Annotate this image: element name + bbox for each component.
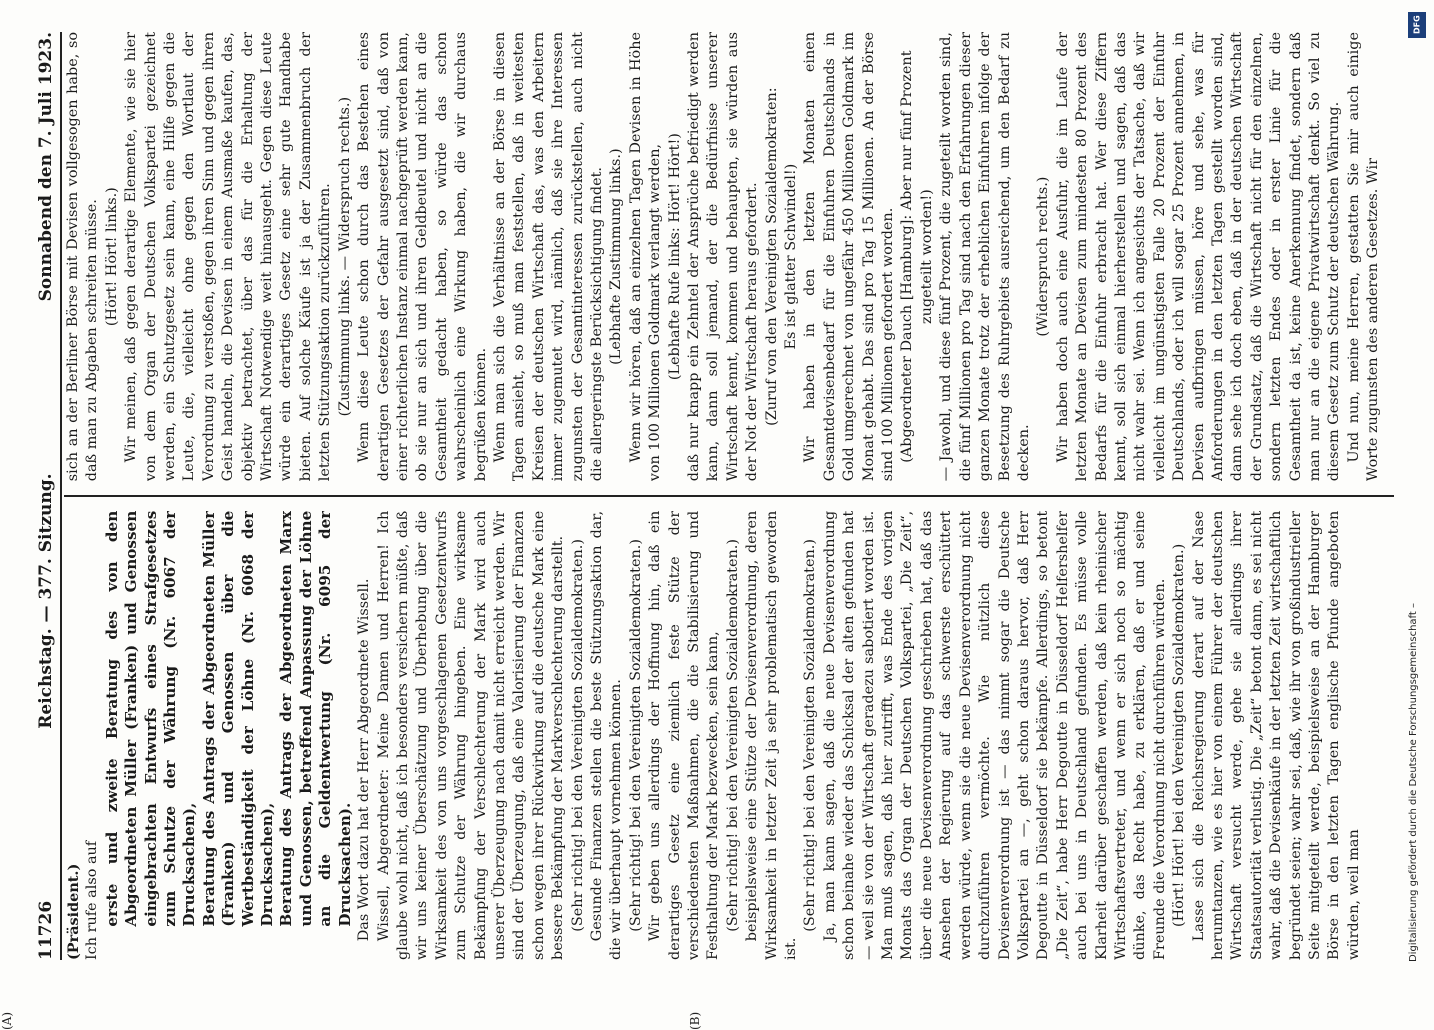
paragraph: Gesunde Finanzen stellen die beste Stützungsaktion dar, die wir überhaupt vornehmen können. [588, 510, 625, 960]
interjection: (Widerspruch rechts.) [1035, 176, 1052, 337]
margin-marker-b: (B) [688, 1011, 702, 1030]
paragraph: Lasse sich die Reichsregierung derart auf der Nase herumtanzen, wie es hier von einem Führer der deutschen Wirtschaft versucht werde, gehe sie allerdings ihrer Staatsautorität verlustig. Die „Zeit“ betont dann, es sei nicht wahr, daß die Devisenkäufe in der letzten Zeit wirtschaftlich begründet seien; wahr sei, daß, wie ihr von großindustrieller Seite mitgeteilt werde, beispielsweise an der Hamburger Börse in den letzten Tagen englische Pfunde angeboten würden, weil man [1190, 510, 1362, 960]
interjection: (Zustimmung links. — Widerspruch rechts.) [336, 96, 353, 417]
interjection: (Abgeordneter Dauch [Hamburg]: Aber nur fünf Prozent zugeteilt worden!) [899, 50, 935, 463]
digitization-credit [1406, 8, 1430, 992]
paragraph: Und nun, meine Herren, gestatten Sie mir auch einige Worte zugunsten des anderen Gesetzes. Wir [1345, 32, 1382, 482]
interjection: (Lebhafte Zustimmung links.) [608, 148, 625, 365]
left-column [64, 511, 1394, 960]
paragraph: Wenn man sich die Verhältnisse an der Börse in diesen Tagen ansieht, so muß man feststellen, daß in weitesten Kreisen der deutschen Wirtschaft das, was den Arbeitern immer zugemutet wird, nämlich, daß sie ihre Interessen zugunsten der Gesamtinteressen zurückstellen, auch nicht die allergeringste Berücksichtigung findet. [491, 32, 605, 482]
interjection: (Hört! Hört! links.) [103, 187, 120, 327]
paragraph: Wenn wir hören, daß an einzelnen Tagen Devisen in Höhe von 100 Millionen Goldmark verlangt werden, [627, 32, 664, 482]
paragraph: Wir haben doch auch eine Ausfuhr, die im Laufe der letzten Monate an Devisen zum mindesten 80 Prozent des Bedarfs für die Einfuhr erbracht hat. Wer diese Ziffern kennt, soll sich einmal hierherstellen und sagen, daß das nicht wahr sei. Wenn ich angesichts der Tatsache, daß wir vielleicht im ungünstigsten Falle 20 Prozent der Einfuhr Deutschlands, oder ich will sogar 25 Prozent annehmen, in Devisen aufbringen müssen, höre und sehe, was für Anforderungen in den letzten Tagen gestellt worden sind, dann sehe ich doch eben, daß in der deutschen Wirtschaft der Grundsatz, daß die Wirtschaft nicht für den einzelnen, sondern letzten Endes oder in erster Linie für die Gesamtheit da ist, keine Anerkennung findet, sondern daß man nur an die eigene Privatwirtschaft denkt. So viel zu diesem Gesetz zum Schutz der deutschen Währung. [1054, 32, 1343, 482]
paragraph: Wir haben in den letzten Monaten einen Gesamtdevisenbedarf für die Einfuhren Deutschlands in Gold umgerechnet von ungefähr 450 Millionen Goldmark im Monat gehabt. Das sind pro Tag 15 Millionen. An der Börse sind 100 Millionen gefordert worden. [802, 32, 897, 482]
page-number: 11726 [36, 900, 56, 960]
text-columns [64, 32, 1394, 960]
paragraph: Wir meinen, daß gegen derartige Elemente, wie sie hier von dem Organ der Deutschen Volkspartei gezeichnet werden, ein Schutzgesetz sein kann, eine Hilfe gegen die Leute, die, vielleicht ohne gegen den Wortlaut der Verordnung zu verstoßen, gegen ihren Sinn und gegen ihren Geist handeln, die Devisen in einem Ausmaße kaufen, das, objektiv betrachtet, über das für die Erhaltung der Wirtschaft Notwendige weit hinausgeht. Gegen diese Leute würde ein derartiges Gesetz eine sehr gute Handhabe bieten. Auf solche Käufe ist ja der Zusammenbruch der letzten Stützungsaktion zurückzuführen. [123, 32, 334, 482]
interjection: (Sehr richtig! bei den Vereinigten Sozialdemokraten.) [627, 539, 644, 932]
paragraph: — Jawohl, und diese fünf Prozent, die zugeteilt worden sind, die fünf Millionen pro Tag sind nach den Erfahrungen dieser ganzen Monate trotz der erheblichen Einfuhren infolge der Besetzung des Ruhrgebiets ausreichend, um den Bedarf zu decken. [938, 32, 1032, 482]
interjection: (Lebhafte Rufe links: Hört! Hört!) [666, 133, 683, 381]
right-column [64, 32, 1394, 481]
paragraph: sich an der Berliner Börse mit Devisen vollgesogen habe, so daß man zu Abgaben schreiten müsse. [65, 32, 101, 482]
column-divider [64, 495, 1394, 497]
paragraph: beispielsweise eine Stütze der Devisenverordnung, deren Wirksamkeit in letzter Zeit ja sehr problematisch geworden ist. [744, 510, 800, 960]
page-header [22, 32, 62, 960]
credit-text: Digitalisierung gefördert durch die Deutsche Forschungsgemeinschaft – [1408, 602, 1419, 962]
paragraph: Das Wort dazu hat der Herr Abgeordnete Wissell. [356, 578, 373, 942]
paragraph: Wir geben uns allerdings der Hoffnung hin, daß ein derartiges Gesetz eine ziemlich feste Stütze der verschiedensten Maßnahmen, die die Stabilisierung und Festhaltung der Mark bezwecken, sein kann, [647, 510, 722, 960]
paragraph: erste und zweite Beratung des von den Abgeordneten Müller (Franken) und Genossen eingebrachten Entwurfs eines Strafgesetzes zum Schutze der Währung (Nr. 6067 der Drucksachen), [102, 510, 199, 927]
margin-marker-a: (A) [0, 1011, 14, 1030]
paragraph: Ich rufe also auf [84, 840, 101, 960]
paragraph: Beratung des Antrags der Abgeordneten Marx und Genossen, betreffend Anpassung der Löhne an die Geldentwertung (Nr. 6095 der Drucksachen). [277, 510, 354, 927]
interjection: (Hört! Hört! bei den Vereinigten Sozialdemokraten.) [1171, 543, 1188, 927]
paragraph: Wenn diese Leute schon durch das Bestehen eines derartigen Gesetzes der Gefahr ausgesetzt sind, daß von einer richterlichen Instanz einmal nachgeprüft werden kann, ob sie nur an sich und ihren Geldbeutel und nicht an die Gesamtheit gedacht haben, so würde das schon wahrscheinlich eine Wirkung haben, die wir durchaus begrüßen können. [356, 32, 489, 482]
interjection: (Sehr richtig! bei den Vereinigten Sozialdemokraten.) [802, 539, 819, 932]
interjection: (Zuruf von den Vereinigten Sozialdemokraten: [763, 87, 780, 426]
interjection: (Sehr richtig! bei den Vereinigten Sozialdemokraten.) [569, 539, 586, 932]
paragraph: Ja, man kann sagen, daß die neue Devisenverordnung schon beinahe wieder das Schicksal der alten gefunden hat — weil sie von der Wirtschaft geradezu sabotiert worden ist. Man muß sagen, daß hier zutrifft, was Ende des vorigen Monats das Organ der Deutschen Volkspartei, „Die Zeit“, über die neue Devisenverordnung geschrieben hat, daß das Ansehen der Regierung auf das schwerste erschüttert werden würde, wenn sie die neue Devisenverordnung nicht durchzuführen vermöchte. Wie nützlich diese Devisenverordnung ist — das nimmt sogar die Deutsche Volkspartei an —, geht schon daraus hervor, daß Herr Degoutte in Düsseldorf sie bekämpfe. Allerdings, so betont „Die Zeit“, habe Herr Degoutte in Düsseldorf Helfershelfer auch bei uns in Deutschland gefunden. Es müsse volle Klarheit darüber geschaffen werden, daß kein rheinischer Wirtschaftsvertreter, und wenn er sich noch so mächtig dünke, das Recht habe, zu erklären, daß er und seine Freunde die Verordnung nicht durchführen würden. [821, 510, 1168, 960]
dfg-logo: DFG [1408, 12, 1426, 38]
paragraph: Wissell, Abgeordneter: Meine Damen und Herren! Ich glaube wohl nicht, daß ich besonders versichern müßte, daß wir uns keiner Überschätzung und Überhebung über die Wirksamkeit des von uns vorgeschlagenen Gesetzentwurfs zum Schutze der Währung hingeben. Eine wirksame Bekämpfung der Verschlechterung der Mark wird auch unserer Überzeugung nach damit nicht erreicht werden. Wir sind der Überzeugung, daß eine Valorisierung der Finanzen schon wegen ihrer Rückwirkung auf die deutsche Mark eine bessere Bekämpfung der Markverschlechterung darstellt. [375, 510, 567, 960]
interjection: (Sehr richtig! bei den Vereinigten Sozialdemokraten.) [724, 539, 741, 932]
session-date: Sonnabend den 7. Juli 1923. [36, 32, 56, 302]
paragraph: daß nur knapp ein Zehntel der Ansprüche befriedigt werden kann, dann soll jemand, der die Bedürfnisse unserer Wirtschaft kennt, kommen und behaupten, sie würden aus der Not der Wirtschaft heraus gefordert. [686, 32, 761, 482]
session-title: Reichstag. — 377. Sitzung. [36, 473, 56, 729]
paragraph: (Präsident.) [65, 863, 82, 960]
interjection: Es ist glatter Schwindel!) [783, 163, 800, 350]
paragraph: Beratung des Antrags der Abgeordneten Müller (Franken) und Genossen über die Wertbeständigkeit der Löhne (Nr. 6068 der Drucksachen), [199, 510, 277, 927]
